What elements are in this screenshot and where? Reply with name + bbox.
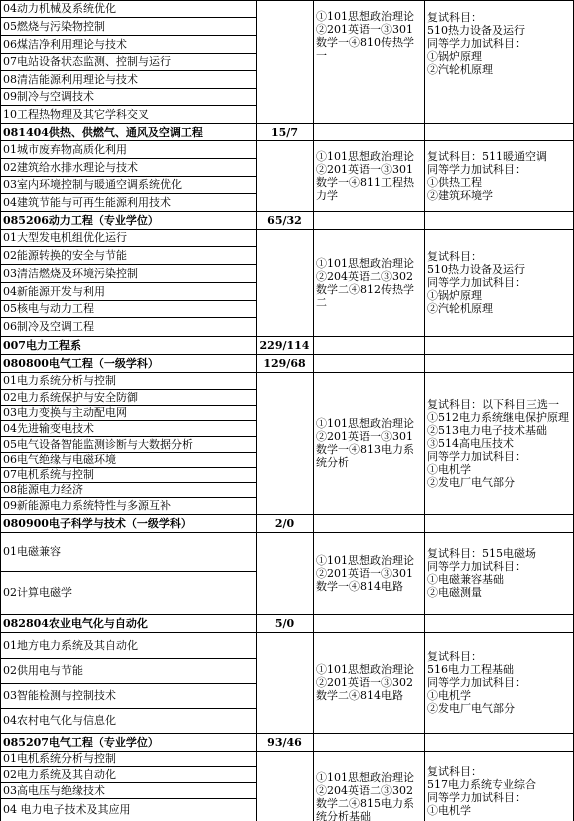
grid-line (0, 751, 256, 752)
retest-subjects (424, 532, 574, 614)
exam-subjects (313, 229, 424, 336)
grid-line (0, 246, 256, 247)
research-direction: 05燃烧与污染物控制 (3, 19, 105, 33)
grid-line (0, 467, 256, 468)
grid-line (256, 336, 257, 354)
grid-line (0, 708, 256, 709)
research-direction: 03室内环境控制与暖通空调系统优化 (3, 178, 182, 191)
grid-line (313, 372, 314, 514)
grid-line (0, 229, 256, 230)
research-direction: 04动力机械及系统优化 (3, 2, 116, 15)
grid-line (424, 532, 425, 614)
research-direction: 01城市废弃物高质化利用 (3, 142, 127, 156)
grid-line (0, 354, 1, 372)
grid-line (0, 17, 256, 18)
enrollment-count: 15/7 (271, 125, 298, 139)
grid-line (313, 632, 314, 733)
grid-line (0, 264, 256, 265)
grid-line (313, 751, 314, 821)
grid-line (424, 354, 425, 372)
grid-line (313, 514, 314, 532)
research-direction: 07电机系统与控制 (3, 468, 94, 481)
grid-line (0, 733, 574, 734)
grid-line (0, 497, 256, 498)
grid-line (313, 140, 314, 211)
grid-line (424, 733, 425, 751)
grid-line (313, 336, 314, 354)
research-direction: 01电机系统分析与控制 (3, 752, 116, 765)
grid-line (0, 300, 256, 301)
grid-line (0, 614, 1, 632)
retest-subjects-text: 复试科目： 517电力系统专业综合 同等学力加试科目： ①电机学 (427, 765, 536, 817)
grid-line (313, 0, 314, 123)
grid-line (256, 372, 257, 514)
grid-line (0, 632, 256, 633)
research-direction: 02能源转换的安全与节能 (3, 248, 127, 262)
research-direction: 05电气设备智能监测诊断与大数据分析 (3, 437, 193, 451)
grid-line (0, 420, 256, 421)
grid-line (0, 751, 1, 821)
grid-line (0, 632, 1, 733)
grid-line (256, 514, 257, 532)
grid-line (256, 140, 574, 141)
grid-line (424, 632, 425, 733)
grid-line (256, 0, 257, 123)
exam-subjects-text: ①101思想政治理论 ②201英语一③301数学一④814电路 (316, 553, 414, 593)
grid-line (0, 514, 574, 515)
grid-line (313, 354, 314, 372)
research-direction: 04农村电气化与信息化 (3, 714, 116, 727)
grid-line (0, 140, 1, 211)
grid-line (256, 229, 574, 230)
grid-line (0, 389, 256, 390)
grid-line (256, 354, 257, 372)
research-direction: 01地方电力系统及其自动化 (3, 638, 138, 652)
grid-line (256, 751, 574, 752)
grid-line (0, 336, 574, 337)
exam-subjects (313, 140, 424, 211)
research-direction: 01电磁兼容 (3, 545, 61, 558)
grid-line (0, 405, 256, 406)
grid-line (0, 571, 256, 572)
grid-line (424, 0, 425, 123)
grid-line (0, 482, 256, 483)
grid-line (0, 140, 256, 141)
research-direction: 02计算电磁学 (3, 586, 72, 599)
grid-line (0, 372, 1, 514)
grid-line (256, 0, 574, 1)
grid-line (424, 211, 425, 229)
grid-line (0, 372, 256, 373)
grid-line (0, 123, 574, 124)
retest-subjects-text: 复试科目：以下科目三选一 ①512电力系统继电保护原理 ②513电力电子技术基础 ③514高电压技术 同等学力加试科目： ①电机学 ②发电厂电气部分 (427, 397, 569, 489)
grid-line (0, 452, 256, 453)
exam-subjects-text: ①101思想政治理论 ②201英语一③301数学一④811工程热力学 (316, 149, 414, 202)
grid-line (0, 211, 574, 212)
program-header: 085206动力工程（专业学位） (3, 213, 159, 227)
retest-subjects (424, 751, 574, 821)
grid-line (424, 751, 425, 821)
research-direction: 09制冷与空调技术 (3, 90, 94, 103)
research-direction: 06电气绝缘与电磁环境 (3, 453, 116, 466)
grid-line (0, 123, 1, 141)
exam-subjects-text: ①101思想政治理论 ②204英语二③302数学二④815电力系统分析基础 (316, 771, 414, 821)
research-direction: 04 电力电子技术及其应用 (3, 803, 131, 816)
research-direction: 06煤洁净利用理论与技术 (3, 37, 127, 51)
grid-line (256, 229, 257, 336)
grid-line (313, 211, 314, 229)
exam-subjects (313, 532, 424, 614)
exam-subjects-text: ①101思想政治理论 ②201英语一③302数学二④814电路 (316, 663, 414, 702)
enrollment-count: 229/114 (259, 338, 310, 352)
research-direction: 03智能检测与控制技术 (3, 689, 116, 702)
exam-subjects (313, 372, 424, 514)
grid-line (0, 317, 256, 318)
research-direction: 08清洁能源利用理论与技术 (3, 72, 138, 86)
exam-subjects-text: ①101思想政治理论 ②201英语一③301数学一④810传热学一 (316, 10, 414, 62)
grid-line (313, 532, 314, 614)
research-direction: 07电站设备状态监测、控制与运行 (3, 55, 171, 68)
grid-line (0, 658, 256, 659)
grid-line (0, 436, 256, 437)
enrollment-count: 2/0 (274, 516, 295, 530)
exam-subjects-text: ①101思想政治理论 ②204英语二③302数学二④812传热学二 (316, 256, 414, 309)
research-direction: 02建筑给水排水理论与技术 (3, 160, 138, 174)
grid-line (256, 733, 257, 751)
retest-subjects (424, 0, 574, 123)
grid-line (256, 532, 574, 533)
program-header: 080900电子科学与技术（一级学科） (3, 516, 192, 530)
research-direction: 01大型发电机组优化运行 (3, 231, 127, 244)
grid-line (313, 123, 314, 141)
grid-line (424, 123, 425, 141)
research-direction: 02电力系统保护与安全防御 (3, 390, 138, 404)
grid-line (0, 193, 256, 194)
research-direction: 04建筑节能与可再生能源利用技术 (3, 195, 171, 209)
program-header: 082804农业电气化与自动化 (3, 616, 148, 630)
program-header: 007电力工程系 (3, 338, 81, 352)
retest-subjects (424, 140, 574, 211)
research-direction: 05核电与动力工程 (3, 302, 94, 315)
grid-line (256, 632, 574, 633)
grid-line (0, 0, 256, 1)
grid-line (0, 70, 256, 71)
grid-line (424, 614, 425, 632)
research-direction: 06制冷及空调工程 (3, 320, 94, 333)
research-direction: 04先进输变电技术 (3, 421, 94, 435)
grid-line (0, 0, 1, 123)
grid-line (0, 683, 256, 684)
grid-line (0, 229, 1, 336)
grid-line (0, 532, 1, 614)
grid-line (424, 140, 425, 211)
grid-line (313, 229, 314, 336)
grid-line (0, 105, 256, 106)
enrollment-count: 129/68 (263, 356, 306, 370)
exam-subjects-text: ①101思想政治理论 ②201英语一③301数学一④813电力系统分析 (316, 417, 414, 469)
research-direction: 01电力系统分析与控制 (3, 374, 116, 387)
enrollment-count: 65/32 (267, 213, 302, 227)
retest-subjects (424, 229, 574, 336)
grid-line (256, 140, 257, 211)
grid-line (0, 354, 574, 355)
enrollment-count: 93/46 (267, 735, 302, 749)
retest-subjects (424, 372, 574, 514)
program-header: 081404供热、供燃气、通风及空调工程 (3, 125, 203, 139)
grid-line (256, 372, 574, 373)
grid-line (0, 53, 256, 54)
grid-line (424, 372, 425, 514)
grid-line (0, 782, 256, 783)
grid-line (0, 336, 1, 354)
grid-line (0, 158, 256, 159)
grid-line (256, 614, 257, 632)
research-direction: 03清洁燃烧及环境污染控制 (3, 266, 138, 280)
grid-line (0, 798, 256, 799)
grid-line (0, 35, 256, 36)
retest-subjects-text: 复试科目： 510热力设备及运行 同等学力加试科目： ①锅炉原理 ②汽轮机原理 (427, 250, 526, 315)
research-direction: 03电力变换与主动配电网 (3, 406, 127, 419)
grid-line (0, 211, 1, 229)
retest-subjects-text: 复试科目：515电磁场 同等学力加试科目： ①电磁兼容基础 ②电磁测量 (427, 547, 536, 599)
research-direction: 04新能源开发与利用 (3, 284, 105, 298)
research-direction: 09新能源电力系统特性与多源互补 (3, 499, 171, 512)
enrollment-count: 5/0 (274, 616, 295, 630)
grid-line (0, 282, 256, 283)
program-header: 085207电气工程（专业学位） (3, 735, 159, 749)
grid-line (424, 336, 425, 354)
grid-line (313, 614, 314, 632)
research-direction: 03高电压与绝缘技术 (3, 783, 105, 797)
grid-line (0, 88, 256, 89)
research-direction: 10工程热物理及其它学科交叉 (3, 107, 149, 121)
grid-line (0, 733, 1, 751)
grid-line (0, 514, 1, 532)
retest-subjects-text: 复试科目： 516电力工程基础 同等学力加试科目： ①电机学 ②发电厂电气部分 (427, 650, 526, 715)
retest-subjects (424, 632, 574, 733)
grid-line (0, 532, 256, 533)
grid-line (424, 229, 425, 336)
grid-line (256, 123, 257, 141)
grid-line (0, 614, 574, 615)
grid-line (256, 632, 257, 733)
grid-line (313, 733, 314, 751)
grid-line (0, 176, 256, 177)
retest-subjects-text: 复试科目：511暖通空调 同等学力加试科目： ①供热工程 ②建筑环境学 (427, 149, 547, 202)
grid-line (256, 751, 257, 821)
research-direction: 02供用电与节能 (3, 664, 83, 677)
program-header: 080800电气工程（一级学科） (3, 356, 159, 370)
exam-subjects (313, 0, 424, 123)
research-direction: 08能源电力经济 (3, 483, 83, 496)
grid-line (424, 514, 425, 532)
grid-line (256, 211, 257, 229)
exam-subjects (313, 751, 424, 821)
grid-line (0, 766, 256, 767)
exam-subjects (313, 632, 424, 733)
retest-subjects-text: 复试科目： 510热力设备及运行 同等学力加试科目： ①锅炉原理 ②汽轮机原理 (427, 11, 526, 76)
research-direction: 02电力系统及其自动化 (3, 767, 116, 781)
grid-line (256, 532, 257, 614)
